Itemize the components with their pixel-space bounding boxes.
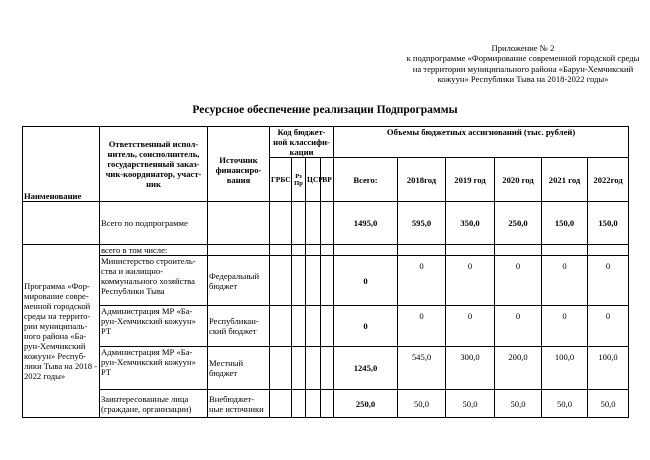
total-row-2019: 350,0 <box>446 202 495 245</box>
row-2021: 0 <box>542 306 588 347</box>
table-row <box>23 347 629 390</box>
header-budget-code: Код бюджет-ной классифи-кации <box>270 127 334 158</box>
total-row-2018: 595,0 <box>398 202 446 245</box>
total-row-2021: 150,0 <box>542 202 588 245</box>
row-2018: 50,0 <box>398 390 446 418</box>
including-row <box>23 245 629 256</box>
row-responsible: Администрация МР «Ба-рун-Хемчикский кожуун» РТ <box>100 306 208 347</box>
row-2021: 0 <box>542 256 588 306</box>
header-2018: 2018год <box>398 158 446 202</box>
table-row <box>23 306 629 347</box>
row-2020: 200,0 <box>495 347 542 390</box>
row-2022: 100,0 <box>588 347 629 390</box>
row-source: Федеральный бюджет <box>208 256 270 306</box>
row-responsible: Заинтересованные лица (граждане, организации) <box>100 390 208 418</box>
header-source: Источник финансиро-вания <box>208 127 270 202</box>
resource-table <box>22 126 629 418</box>
row-total: 1245,0 <box>334 347 398 390</box>
header-csr: ЦСР <box>306 158 321 202</box>
header-row-1 <box>23 127 629 158</box>
header-2019: 2019 год <box>446 158 495 202</box>
header-responsible: Ответственный испол-нитель, соисполнитель, государственный заказ-чик-координатор, участ-ник <box>100 127 208 202</box>
appendix-number: Приложение № 2 <box>491 43 555 53</box>
row-total: 250,0 <box>334 390 398 418</box>
row-2020: 50,0 <box>495 390 542 418</box>
row-2022: 0 <box>588 256 629 306</box>
header-name: Наименование <box>23 127 100 202</box>
row-2019: 0 <box>446 256 495 306</box>
row-2018: 545,0 <box>398 347 446 390</box>
row-2019: 50,0 <box>446 390 495 418</box>
appendix-note <box>405 43 641 85</box>
header-2020: 2020 год <box>495 158 542 202</box>
header-volumes: Объемы бюджетных ассигнований (тыс. рублей) <box>334 127 629 158</box>
row-responsible: Министерство строитель-ства и жилищно-коммунального хозяйства Республики Тыва <box>100 256 208 306</box>
row-total: 0 <box>334 256 398 306</box>
row-2018: 0 <box>398 256 446 306</box>
row-source: Местный бюджет <box>208 347 270 390</box>
header-grbs: ГРБС <box>270 158 292 202</box>
row-2018: 0 <box>398 306 446 347</box>
header-2022: 2022год <box>588 158 629 202</box>
total-row-total: 1495,0 <box>334 202 398 245</box>
header-2021: 2021 год <box>542 158 588 202</box>
header-vr: ВР <box>321 158 334 202</box>
header-rzpr: Рз Пр <box>292 158 306 202</box>
including-label: всего в том числе: <box>100 245 208 256</box>
row-source: Внебюджет-ные источники <box>208 390 270 418</box>
table-row <box>23 256 629 306</box>
row-2019: 300,0 <box>446 347 495 390</box>
page-title: Ресурсное обеспечение реализации Подпрограммы <box>192 104 458 116</box>
row-2022: 50,0 <box>588 390 629 418</box>
row-2021: 100,0 <box>542 347 588 390</box>
total-row-2020: 250,0 <box>495 202 542 245</box>
program-name: Программа «Фор-мирование совре-менной городской среды на террито-рии муниципаль-ного района «Ба-рун-Хемчикский кожуун» Респуб-лики Тыва на 2018 - 2022 годы» <box>23 245 100 418</box>
row-total: 0 <box>334 306 398 347</box>
row-2020: 0 <box>495 306 542 347</box>
row-responsible: Администрация МР «Ба-рун-Хемчикский кожуун» РТ <box>100 347 208 390</box>
table-row <box>23 390 629 418</box>
total-row-label: Всего по подпрограмме <box>100 202 208 245</box>
header-total: Всего: <box>334 158 398 202</box>
total-row <box>23 202 629 245</box>
row-2021: 50,0 <box>542 390 588 418</box>
row-2019: 0 <box>446 306 495 347</box>
row-2022: 0 <box>588 306 629 347</box>
appendix-reference: к подпрограмме «Формирование современной городской среды на территории муниципального района «Барун-Хемчикский кожуун» Республики Тыва на 2018-2022 годы» <box>406 53 640 85</box>
row-2020: 0 <box>495 256 542 306</box>
row-source: Республикан-ский бюджет <box>208 306 270 347</box>
total-row-2022: 150,0 <box>588 202 629 245</box>
